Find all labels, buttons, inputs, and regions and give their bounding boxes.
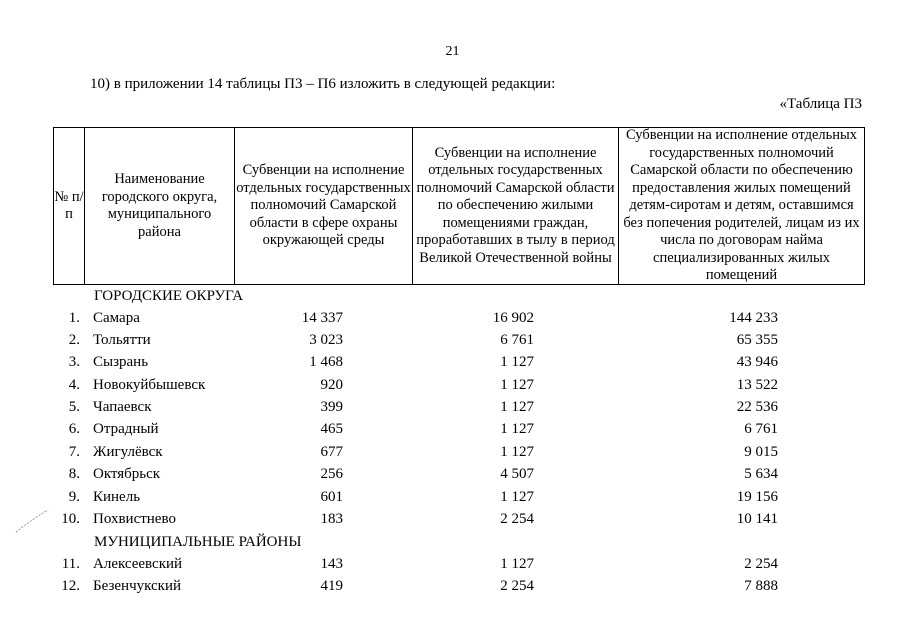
header-orphans-label: Субвенции на исполнение отдельных государственных полномочий Самарской области по обеспечению предоставления жилых помещений детям-сиротам и детям, оставшимся без попечения родителей, лицам из их числа по договорам найма специализированных жилых помещений	[623, 127, 860, 284]
row-environment-value: 143	[320, 556, 343, 572]
section-urban-districts: ГОРОДСКИЕ ОКРУГА	[94, 288, 244, 304]
table-row	[0, 511, 905, 532]
table-row	[0, 354, 905, 375]
row-veterans-value: 2 254	[500, 578, 534, 594]
row-environment-value: 256	[320, 466, 343, 482]
row-orphans-value: 10 141	[736, 511, 778, 527]
table-reference: «Таблица П3	[779, 96, 862, 112]
row-orphans-value: 43 946	[736, 354, 778, 370]
section-municipal-districts: МУНИЦИПАЛЬНЫЕ РАЙОНЫ	[94, 534, 302, 550]
header-environment-label: Субвенции на исполнение отдельных государственных полномочий Самарской области в сфере охраны окружающей среды	[236, 162, 411, 249]
table-row	[0, 377, 905, 398]
header-environment	[235, 128, 413, 284]
table-header	[53, 127, 865, 285]
row-veterans-value: 1 127	[500, 421, 534, 437]
table-row	[0, 421, 905, 442]
row-number: 3.	[68, 354, 80, 370]
row-environment-value: 14 337	[301, 310, 343, 326]
row-orphans-value: 6 761	[744, 421, 778, 437]
row-veterans-value: 1 127	[500, 556, 534, 572]
row-veterans-value: 2 254	[500, 511, 534, 527]
header-orphans	[619, 128, 864, 284]
row-veterans-value: 16 902	[492, 310, 534, 326]
row-orphans-value: 144 233	[729, 310, 778, 326]
row-veterans-value: 6 761	[500, 332, 534, 348]
row-name: Алексеевский	[93, 556, 183, 572]
row-veterans-value: 1 127	[500, 399, 534, 415]
row-environment-value: 183	[320, 511, 343, 527]
header-number-label: № п/п	[54, 188, 84, 222]
header-number	[54, 128, 85, 284]
row-number: 5.	[68, 399, 80, 415]
row-orphans-value: 22 536	[736, 399, 778, 415]
row-name: Жигулёвск	[93, 444, 163, 460]
header-veterans-label: Субвенции на исполнение отдельных государственных полномочий Самарской области по обеспечению жилыми помещениями граждан, проработавших в тылу в период Великой Отечественной войны	[416, 144, 615, 266]
row-number: 11.	[61, 556, 80, 572]
row-number: 1.	[68, 310, 80, 326]
row-veterans-value: 1 127	[500, 377, 534, 393]
table-row	[0, 332, 905, 353]
row-name: Новокуйбышевск	[93, 377, 206, 393]
row-number: 12.	[61, 578, 80, 594]
row-number: 4.	[68, 377, 80, 393]
row-name: Чапаевск	[93, 399, 152, 415]
row-environment-value: 419	[320, 578, 343, 594]
row-name: Отрадный	[93, 421, 159, 437]
row-name: Сызрань	[93, 354, 149, 370]
row-orphans-value: 65 355	[736, 332, 778, 348]
row-veterans-value: 1 127	[500, 489, 534, 505]
table-row	[0, 466, 905, 487]
row-orphans-value: 9 015	[744, 444, 778, 460]
row-number: 8.	[68, 466, 80, 482]
row-orphans-value: 7 888	[744, 578, 778, 594]
row-name: Тольятти	[93, 332, 151, 348]
row-name: Безенчукский	[93, 578, 182, 594]
row-number: 7.	[68, 444, 80, 460]
row-veterans-value: 1 127	[500, 354, 534, 370]
table-row	[0, 489, 905, 510]
table-row	[0, 399, 905, 420]
row-name: Кинель	[93, 489, 141, 505]
row-environment-value: 1 468	[309, 354, 343, 370]
header-name-label: Наименование городского округа, муниципального района	[101, 171, 218, 240]
row-number: 10.	[61, 511, 80, 527]
row-orphans-value: 19 156	[736, 489, 778, 505]
table-row	[0, 444, 905, 465]
header-veterans	[413, 128, 619, 284]
table-row	[0, 556, 905, 577]
row-number: 9.	[68, 489, 80, 505]
page-number: 21	[445, 44, 460, 59]
pen-mark	[14, 508, 50, 534]
row-veterans-value: 4 507	[500, 466, 534, 482]
row-environment-value: 399	[320, 399, 343, 415]
row-environment-value: 465	[320, 421, 343, 437]
table-row	[0, 310, 905, 331]
row-environment-value: 677	[320, 444, 343, 460]
row-environment-value: 920	[320, 377, 343, 393]
row-number: 2.	[68, 332, 80, 348]
row-name: Октябрьск	[93, 466, 161, 482]
row-orphans-value: 13 522	[736, 377, 778, 393]
row-name: Похвистнево	[93, 511, 176, 527]
row-environment-value: 601	[320, 489, 343, 505]
row-number: 6.	[68, 421, 80, 437]
row-environment-value: 3 023	[309, 332, 343, 348]
row-orphans-value: 2 254	[744, 556, 778, 572]
intro-text: 10) в приложении 14 таблицы П3 – П6 изложить в следующей редакции:	[90, 76, 556, 92]
row-name: Самара	[93, 310, 140, 326]
header-name	[85, 128, 235, 284]
table-row	[0, 578, 905, 599]
row-veterans-value: 1 127	[500, 444, 534, 460]
row-orphans-value: 5 634	[744, 466, 778, 482]
